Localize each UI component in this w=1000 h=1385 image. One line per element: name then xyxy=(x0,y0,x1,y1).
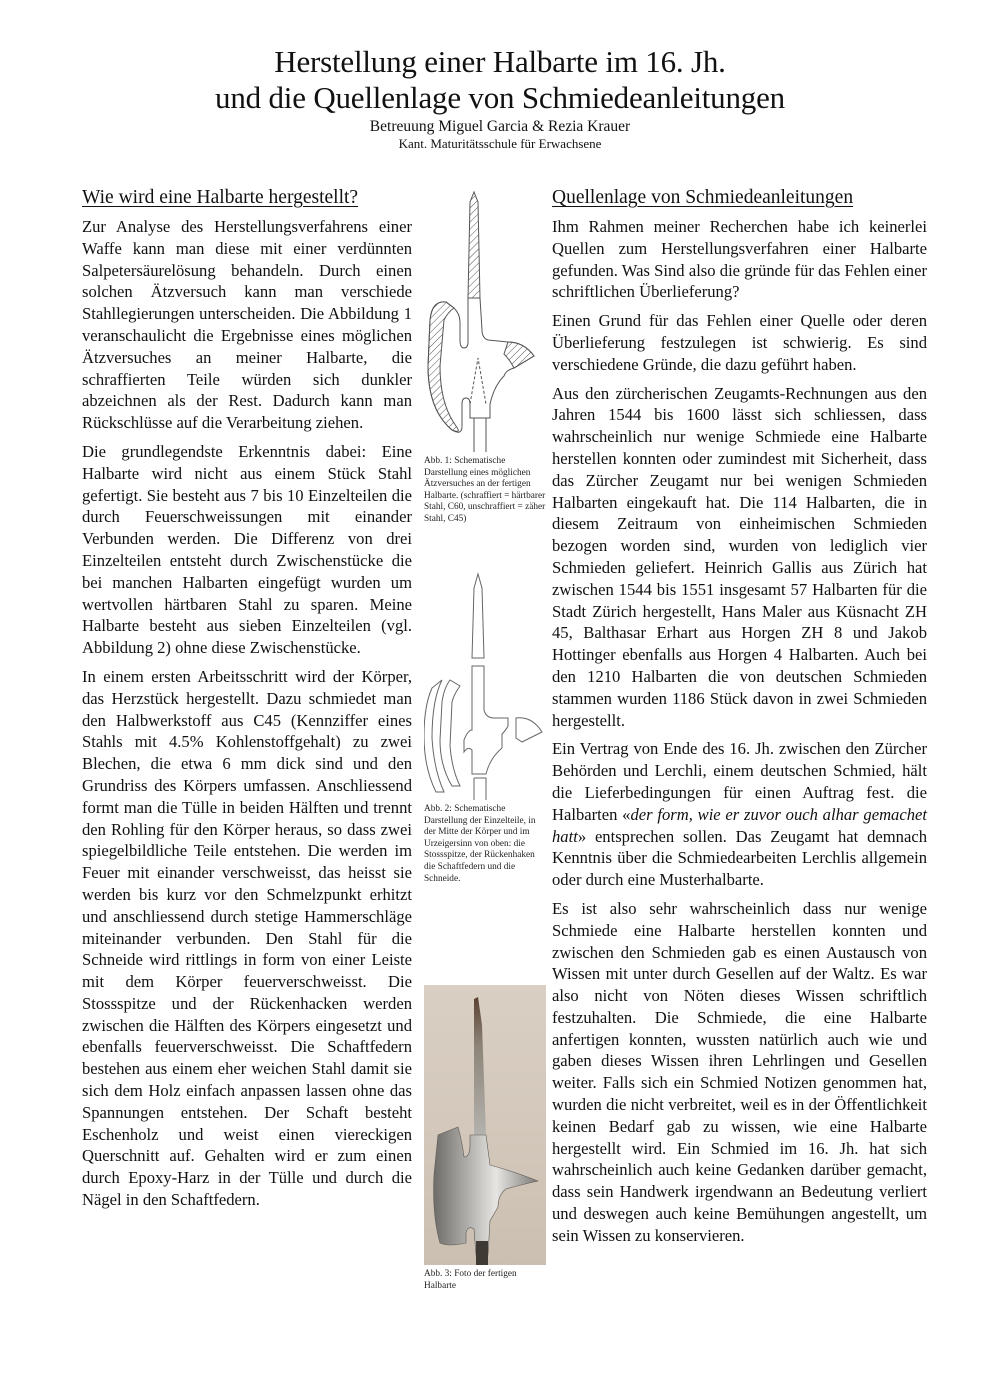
figure-3 xyxy=(424,985,548,1292)
paragraph: Aus den zürcherischen Zeugamts-Rechnungen aus den Jahren 1544 bis 1600 lässt sich schliessen, dass wahrscheinlich nur wenige Schmiede eine Halbarte herstellen konnten oder zumindest mit Sicherheit, dass das Zürcher Zeugamt nur bei wenigen Schmieden Halbarten eingekauft hat. Die 114 Halbarten, die in diesem Zeitraum von einheimischen Schmieden bezogen worden sind, wurden von lediglich vier Schmieden geliefert. Heinrich Gallis aus Zürich hat zwischen 1544 bis 1551 insgesamt 57 Halbarten für die Stadt Zürich hergestellt, Hans Maler aus Küsnacht ZH 45, Balthasar Erhart aus Horgen ZH 8 und Jakob Hottinger ebenfalls aus Horgen 4 Halbarten. Auch bei den 1210 Halbarten die von deutschen Schmieden stammen wurden 1186 Stück davon in zwei Schmieden hergestellt. xyxy=(552,383,927,730)
halberd-photo xyxy=(424,985,546,1265)
poster-header xyxy=(0,44,1000,152)
contract-text-before: Ein Vertrag von Ende des 16. Jh. zwischen den Zürcher Behörden und Lerchli, einem deutschen Schmied, hält die Lieferbedingungen für einen Auftrag fest. die Halbarten « xyxy=(552,739,927,824)
contract-paragraph xyxy=(552,738,927,891)
contract-quote: der form, wie er zuvor ouch alhar gemachet hatt xyxy=(552,804,927,846)
halberd-photo-icon xyxy=(424,985,546,1265)
figure-2-caption: Abb. 2: Schematische Darstellung der Einzelteile, in der Mitte der Körper und im Urzeigersinn von oben: die Stossspitze, der Rückenhaken die Schaftfedern und die Schneide. xyxy=(424,804,536,884)
paragraph: Es ist also sehr wahrscheinlich dass nur wenige Schmiede eine Halbarte herstellen konnten und zwischen den Schmieden gab es einen Austausch von Wissen mit unter durch Gesellen auf der Waltz. Es war also nicht von Nöten dieses Wissen schriftlich festzuhalten. Die Schmiede, die eine Halbarte anfertigen konnten, wussten natürlich auch wie und gaben dieses Wissen ihren Lehrlingen und Gesellen weiter. Falls sich ein Schmied Notizen genommen hat, wurden die nicht verbreitet, weil es in der Öffentlichkeit keinen Bedarf gab zu wissen, wie eine Halbarte hergestellt wird. Ein Schmied im 16. Jh. hat sich wahrscheinlich auch keine Gedanken darüber gemacht, dass sein Handwerk irgendwann an Bedeutung verliert und deswegen auch keine Bemühungen angestellt, um sein Wissen zu konservieren. xyxy=(552,898,927,1245)
title-line-1: Herstellung einer Halbarte im 16. Jh. xyxy=(274,44,726,79)
paragraph: Zur Analyse des Herstellungsverfahrens einer Waffe kann man diese mit einer verdünnten Salpetersäurelösung behandeln. Durch einen solchen Ätzversuch kann man verschiede Stahllegierungen unterscheiden. Die Abbildung 1 veranschaulicht die Ergebnisse eines möglichen Ätzversuches an meiner Halbarte, die schraffierten Teile würden sich dunkler abzeichnen als der Rest. Dadurch kann man Rückschlüsse auf die Verarbeitung ziehen. xyxy=(82,217,412,433)
halberd-parts-schematic-icon xyxy=(424,570,548,800)
left-column xyxy=(82,186,412,1218)
section-heading-sources: Quellenlage von Schmiedeanleitungen xyxy=(552,187,854,208)
figure-2 xyxy=(424,570,548,885)
paragraph: Ihm Rahmen meiner Recherchen habe ich keinerlei Quellen zum Herstellungsverfahren einer Halbarte gefunden. Was Sind also die gründe für das Fehlen einer schriftlichen Überlieferung? xyxy=(552,217,927,302)
paragraph: Einen Grund für das Fehlen einer Quelle oder deren Überlieferung festzulegen ist schwierig. Es sind verschiedene Gründe, die dazu geführt haben. xyxy=(552,311,927,374)
right-column xyxy=(552,186,927,1254)
supervision-line: Betreuung Miguel Garcia & Rezia Krauer xyxy=(369,118,631,135)
figure-3-caption: Abb. 3: Foto der fertigen Halbarte xyxy=(424,1269,517,1291)
halberd-etching-schematic-icon xyxy=(424,190,548,452)
contract-text-after: » entsprechen sollen. Das Zeugamt hat demnach Kenntnis über die Schmiedearbeiten Lerchlis allgemein oder durch eine Musterhalbarte. xyxy=(552,826,927,890)
paragraph: In einem ersten Arbeitsschritt wird der Körper, das Herzstück hergestellt. Dazu schmiedet man den Halbwerkstoff aus C45 (Kennziffer eines Stahls mit 4.5% Kohlenstoffgehalt) zu zwei Blechen, die etwa 6 mm dick sind und den Grundriss des Körpers umfassen. Anschliessend formt man die Tülle in beiden Hälften und trennt den Rohling für den Körper heraus, so dass zwei spiegelbildliche Teile entstehen. Die werden im Feuer mit einander verschweisst, das heisst sie werden bis kurz vor den Schmelzpunkt erhitzt und anschliessend durch stetige Hammerschläge miteinander verbunden. Den Stahl für die Schneide wird rittlings in form von einer Leiste mit dem Körper feuerverschweisst. Die Stossspitze und der Rückenhacken werden zwischen die Hälften des Körpers eingesetzt und ebenfalls feuerverschweisst. Die Schaftfedern bestehen aus einem eher weichen Stahl damit sie sich dem Holz einfach anpassen lassen ohne das Spannungen entstehen. Der Schaft besteht Eschenholz und weist einen viereckigen Querschnitt auf. Gehalten wird er zum einen durch Epoxy-Harz in der Tülle und durch die Nägel in den Schaftfedern. xyxy=(82,666,412,1210)
paragraph: Die grundlegendste Erkenntnis dabei: Eine Halbarte wird nicht aus einem Stück Stahl gefertigt. Sie besteht aus 7 bis 10 Einzelteilen die durch Feuerschweissungen mit einander Verbunden werden. Die Differenz von drei Einzelteilen entsteht durch Zwischenstücke die bei manchen Halbarten eingefügt wurden um wertvollen härtbaren Stahl zu sparen. Meine Halbarte besteht aus sieben Einzelteilen (vgl. Abbildung 2) ohne diese Zwischenstücke. xyxy=(82,441,412,658)
title-line-2: und die Quellenlage von Schmiedeanleitungen xyxy=(215,80,785,115)
figure-1-caption: Abb. 1: Schematische Darstellung eines möglichen Ätzversuches an der fertigen Halbarte. (schraffiert = härtbarer Stahl, C60, unschraffiert = zäher Stahl, C45) xyxy=(424,456,546,524)
institution-line: Kant. Maturitätsschule für Erwachsene xyxy=(398,136,602,151)
section-heading-manufacturing: Wie wird eine Halbarte hergestellt? xyxy=(82,187,359,208)
figure-1 xyxy=(424,190,548,526)
